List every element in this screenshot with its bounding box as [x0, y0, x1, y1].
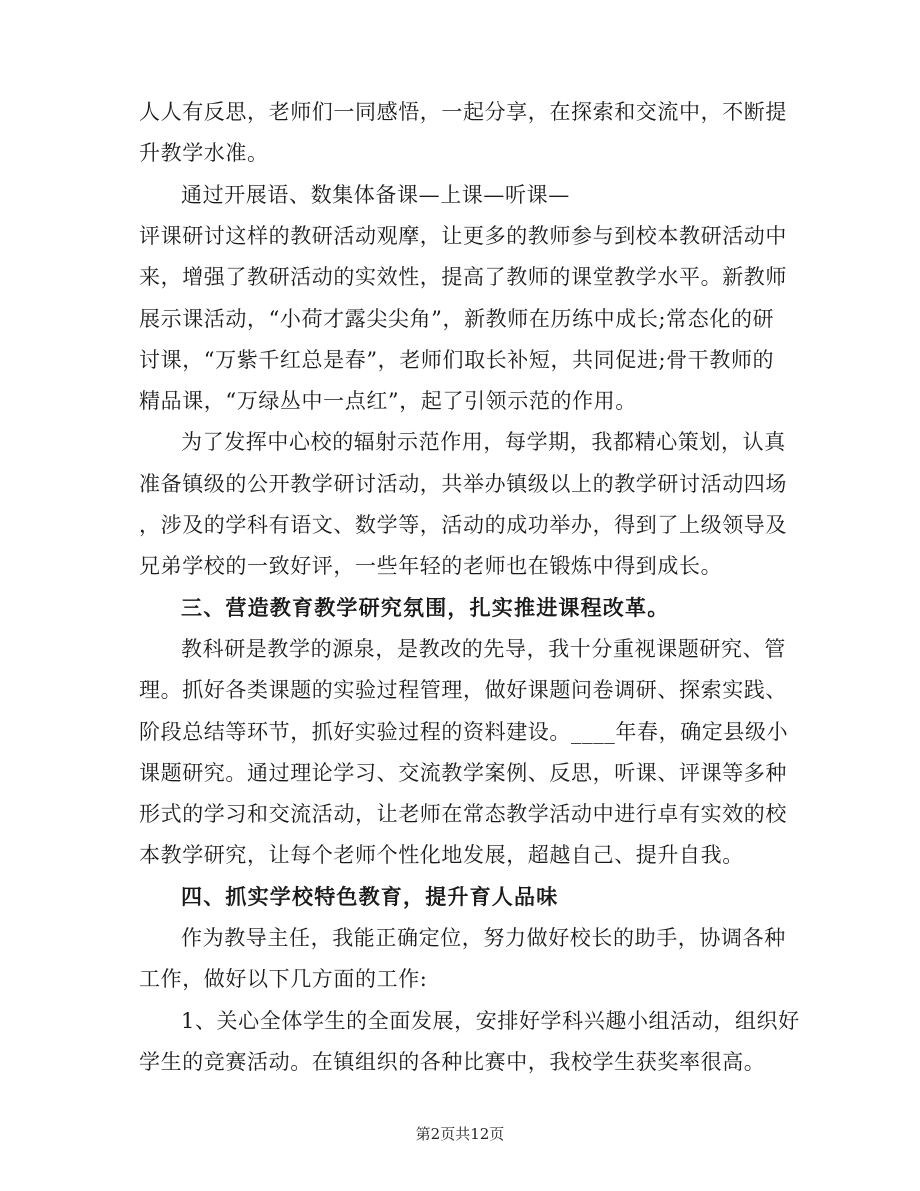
section-heading: 四、抓实学校特色教育，提升育人品味	[181, 884, 559, 909]
text-line: 学生的竞赛活动。在镇组织的各种比赛中，我校学生获奖率很高。	[139, 1050, 766, 1074]
text-line: 展示课活动，“小荷才露尖尖角”，新教师在历练中成长;常态化的研	[139, 307, 775, 331]
text-line: 理。抓好各类课题的实验过程管理，做好课题问卷调研、探索实践、	[139, 678, 787, 702]
text-line: ，涉及的学科有语文、数学等，活动的成功举办，得到了上级领导及	[139, 513, 787, 537]
text-line: 讨课，“万紫千红总是春”，老师们取长补短，共同促进;骨干教师的	[139, 348, 775, 372]
text-line: 阶段总结等环节，抓好实验过程的资料建设。____年春，确定县级小	[139, 720, 789, 744]
text-line: 作为教导主任，我能正确定位，努力做好校长的助手，协调各种	[181, 926, 786, 950]
text-line: 本教学研究，让每个老师个性化地发展，超越自己、提升自我。	[139, 843, 744, 867]
text-line: 来，增强了教研活动的实效性，提高了教师的课堂教学水平。新教师	[139, 265, 787, 289]
text-line: 准备镇级的公开教学研讨活动，共举办镇级以上的教学研讨活动四场	[139, 472, 787, 496]
text-line: 1、关心全体学生的全面发展，安排好学科兴趣小组活动，组织好	[181, 1009, 800, 1033]
text-line: 人人有反思，老师们一同感悟，一起分享，在探索和交流中，不断提	[139, 100, 787, 124]
text-line: 评课研讨这样的教研活动观摩，让更多的教师参与到校本教研活动中	[139, 224, 787, 248]
text-line: 教科研是教学的源泉，是教改的先导，我十分重视课题研究、管	[181, 637, 786, 661]
text-line: 为了发挥中心校的辐射示范作用，每学期，我都精心策划，认真	[181, 430, 786, 454]
text-line: 形式的学习和交流活动，让老师在常态教学活动中进行卓有实效的校	[139, 802, 787, 826]
text-line: 通过开展语、数集体备课—上课—听课—	[181, 183, 570, 207]
text-line: 工作，做好以下几方面的工作:	[139, 967, 428, 991]
page-number: 第2页共12页	[415, 1125, 505, 1143]
section-heading: 三、营造教育教学研究氛围，扎实推进课程改革。	[181, 595, 670, 620]
text-line: 课题研究。通过理论学习、交流教学案例、反思，听课、评课等多种	[139, 761, 787, 785]
text-line: 精品课，“万绿丛中一点红”，起了引领示范的作用。	[139, 389, 637, 413]
text-line: 兄弟学校的一致好评，一些年轻的老师也在锻炼中得到成长。	[139, 554, 723, 578]
text-line: 升教学水准。	[139, 141, 269, 165]
